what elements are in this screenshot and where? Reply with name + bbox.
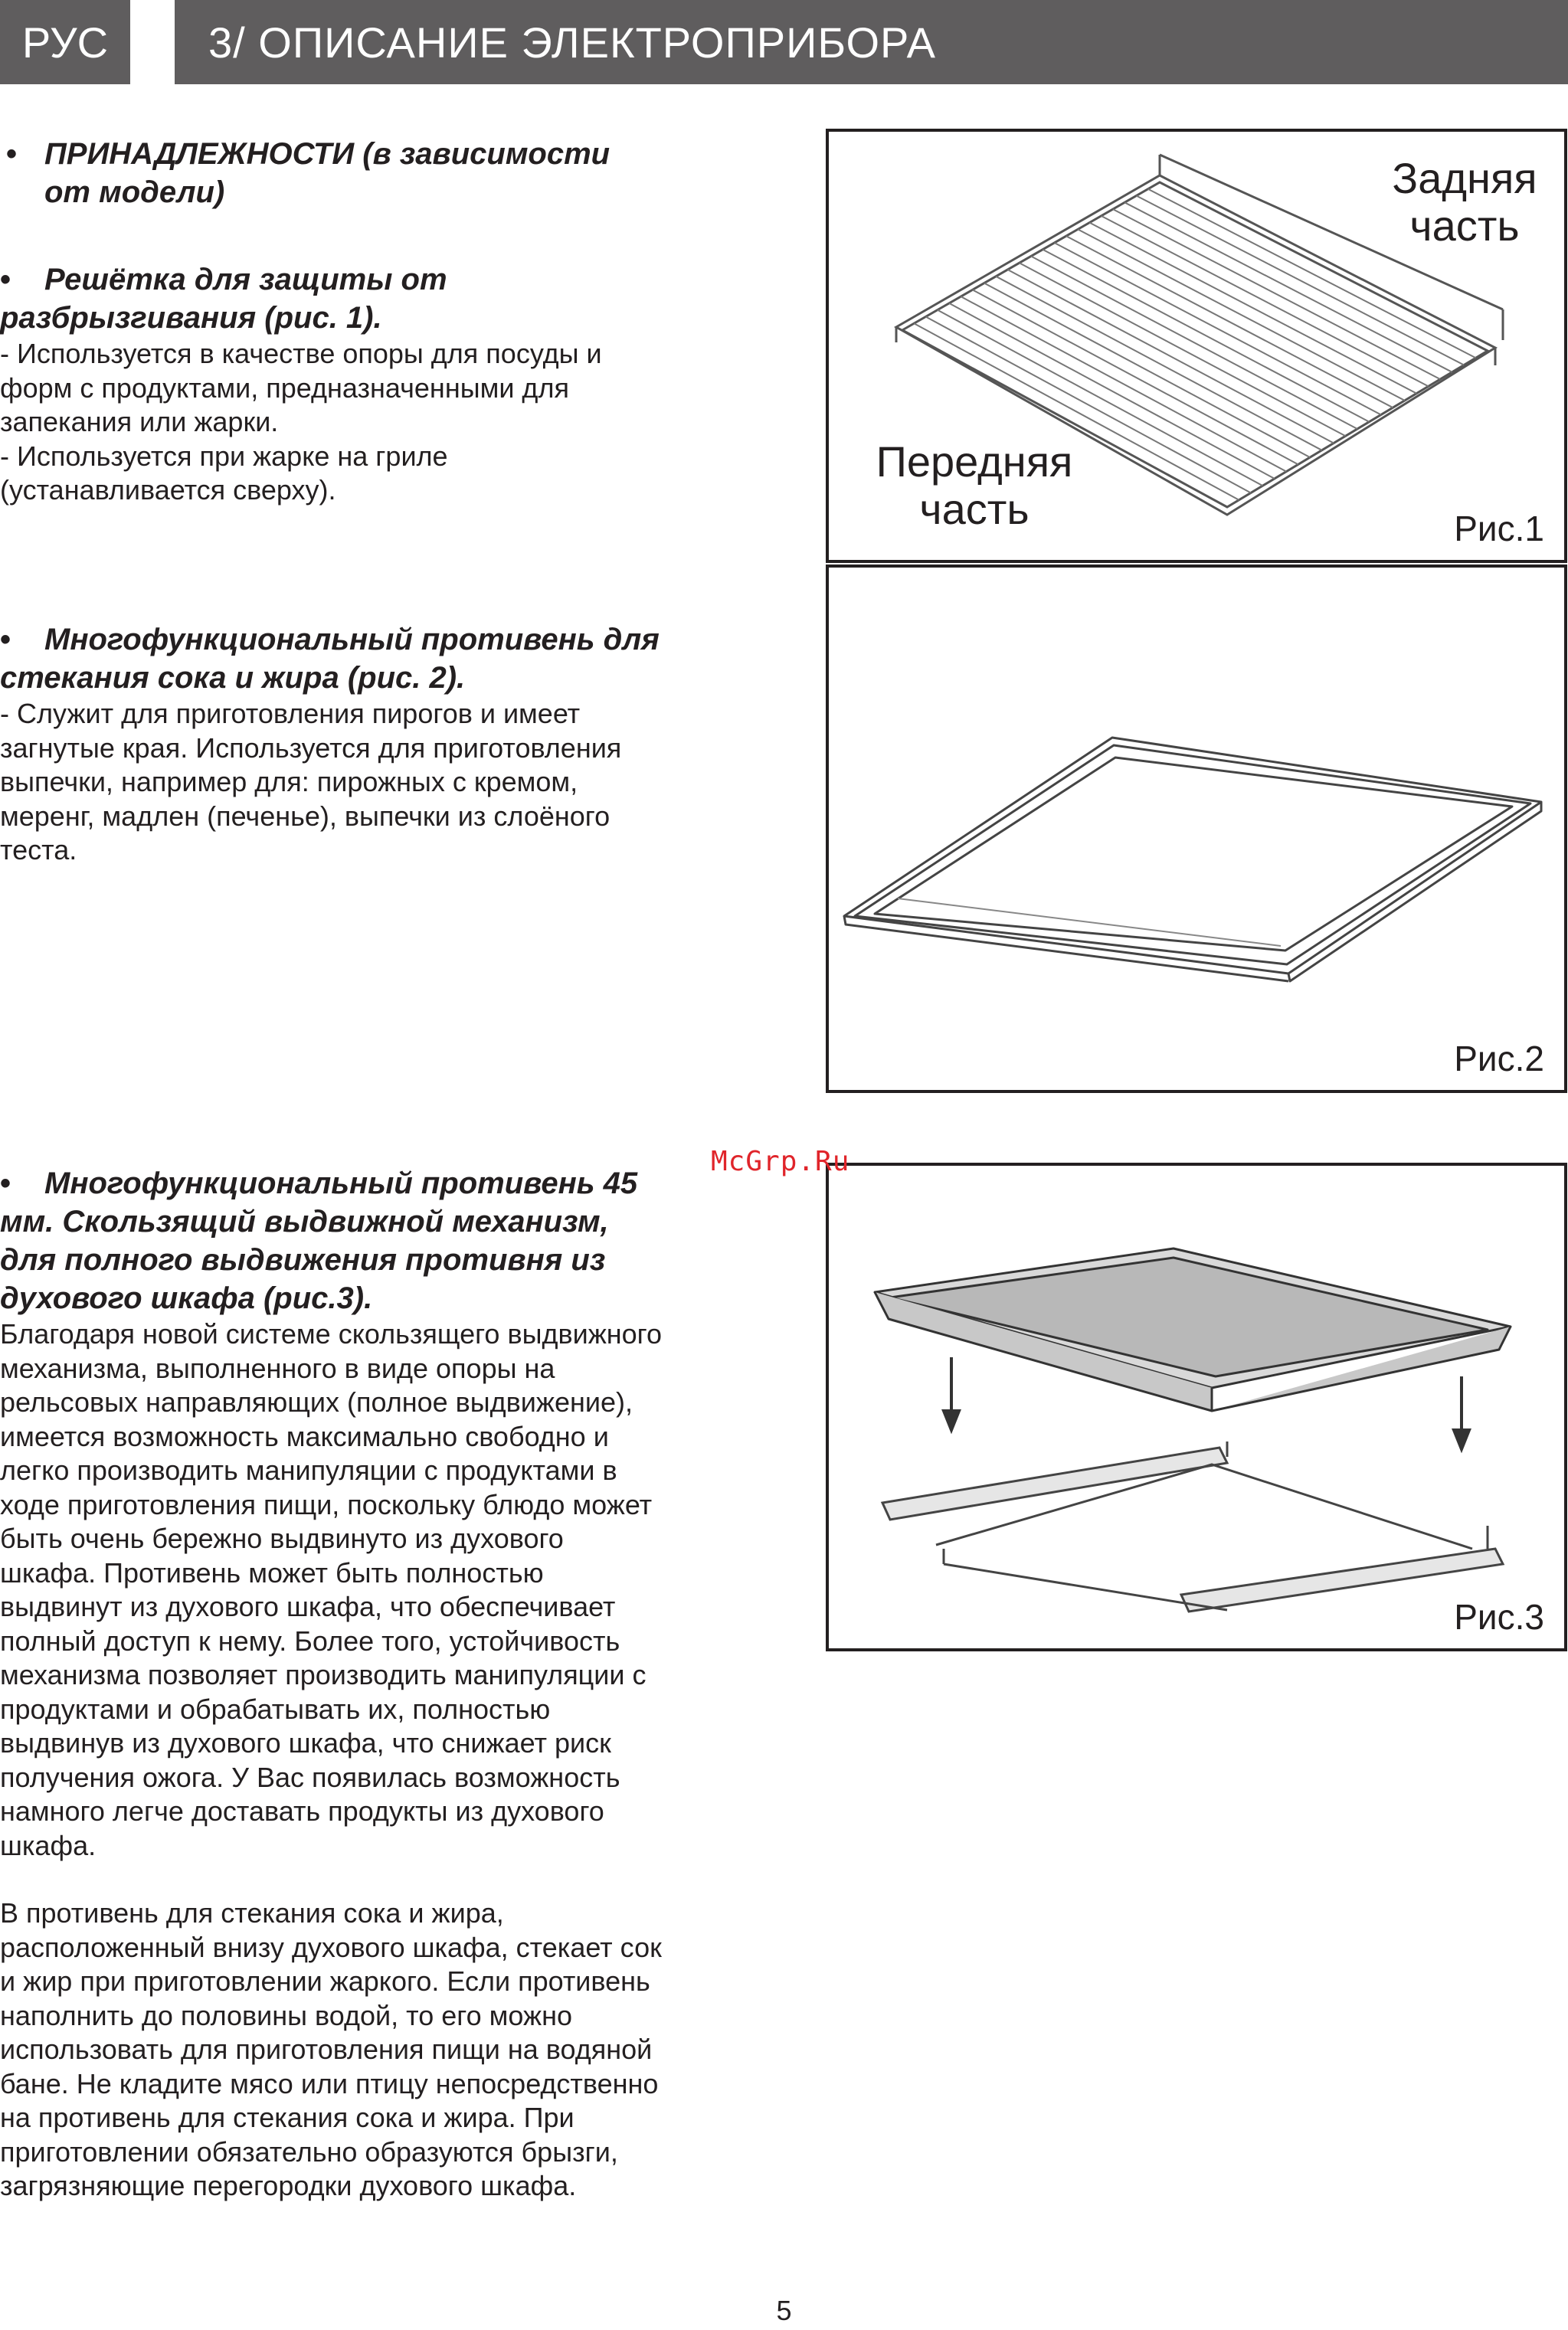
bullet-icon: • [0, 1167, 11, 1200]
figure-2-caption: Рис.2 [1454, 1039, 1544, 1078]
section3-body-2 [0, 1896, 758, 2204]
body-line: намного легче доставать продукты из духового [0, 1795, 604, 1827]
bullet-icon: • [0, 263, 11, 296]
label-back-part [1365, 155, 1564, 250]
body-line: быть очень бережно выдвинуто из духового [0, 1523, 564, 1554]
section-heading-line: духового шкафа (рис.3). [0, 1281, 373, 1315]
body-line: загнутые края. Используется для приготовления [0, 731, 622, 764]
body-line: получения ожога. У Вас появилась возможность [0, 1761, 620, 1793]
body-line: запекания или жарки. [0, 406, 279, 437]
body-line: и жир при приготовлении жаркого. Если противень [0, 1965, 650, 1997]
figure-1-caption: Рис.1 [1454, 509, 1544, 548]
label-front-part [852, 438, 1097, 533]
body-line: имеется возможность максимально свободно и [0, 1420, 609, 1452]
body-line: шкафа. [0, 1829, 97, 1861]
body-line: теста. [0, 834, 77, 866]
figure-2-drip-tray [826, 565, 1567, 1093]
body-line: наполнить до половины водой, то его можно [0, 1999, 572, 2031]
body-line: легко производить манипуляции с продуктами в [0, 1455, 617, 1486]
rack-wire [1055, 243, 1381, 415]
body-line: шкафа. Противень может быть полностью [0, 1556, 544, 1589]
body-line: приготовлении обязательно образуются брызги, [0, 2135, 618, 2168]
body-line: В противень для стекания сока и жира, [0, 1897, 504, 1929]
rack-wire [1043, 250, 1369, 422]
body-line: механизма позволяет производить манипуляции с [0, 1659, 647, 1690]
body-line: продуктами и обрабатывать их, полностью [0, 1693, 551, 1725]
rack-wire [1020, 263, 1346, 436]
watermark: McGrp.Ru [711, 1146, 850, 1177]
drip-tray-illustration [829, 568, 1568, 1096]
body-line: на противень для стекания сока и жира. При [0, 2102, 574, 2133]
body-line: выдвинут из духового шкафа, что обеспечивает [0, 1591, 616, 1622]
section-drip-tray [0, 620, 758, 868]
figure-1-wire-rack [826, 129, 1567, 563]
section-heading-line: Многофункциональный противень 45 [44, 1167, 638, 1200]
bullet-icon: • [0, 623, 11, 656]
rack-wire [996, 277, 1321, 450]
body-line: - Служит для приготовления пирогов и имеет [0, 698, 581, 729]
body-line: выдвинув из духового шкафа, что снижает риск [0, 1727, 611, 1759]
figure-3-caption: Рис.3 [1454, 1597, 1544, 1637]
body-line: полный доступ к нему. Более того, устойчивость [0, 1625, 620, 1657]
section-heading-line: для полного выдвижения противня из [0, 1243, 606, 1277]
body-line: ходе приготовления пищи, поскольку блюдо может [0, 1488, 653, 1520]
accessories-heading-line: от модели) [44, 175, 225, 209]
rack-wire [1031, 257, 1357, 430]
page-number: 5 [776, 2295, 792, 2326]
figure-3-sliding-tray [826, 1163, 1567, 1651]
body-line: рельсовых направляющих (полное выдвижение), [0, 1386, 633, 1418]
body-line: Благодаря новой системе скользящего выдвижного [0, 1318, 663, 1350]
accessories-heading [0, 135, 758, 211]
section-title: 3/ ОПИСАНИЕ ЭЛЕКТРОПРИБОРА [208, 18, 936, 67]
body-line: - Используется в качестве опоры для посуды и [0, 338, 602, 369]
body-line: расположенный внизу духового шкафа, стекает сок [0, 1931, 662, 1963]
section-heading-line: разбрызгивания (рис. 1). [0, 301, 382, 335]
body-line: бане. Не кладите мясо или птицу непосредственно [0, 2067, 659, 2099]
section-rack [0, 260, 758, 508]
label-back-line: Задняя [1392, 154, 1537, 202]
section-heading-line: мм. Скользящий выдвижной механизм, [0, 1205, 609, 1239]
section-heading-line: Многофункциональный противень для [44, 623, 660, 656]
body-line: меренг, мадлен (печенье), выпечки из слоёного [0, 800, 611, 832]
label-front-line: Передняя [876, 437, 1073, 486]
language-label: РУС [21, 18, 109, 67]
section-heading-line: стекания сока и жира (рис. 2). [0, 661, 466, 695]
section-title-bar [175, 0, 1568, 84]
accessories-heading-line: ПРИНАДЛЕЖНОСТИ (в зависимости [44, 137, 611, 171]
section-sliding-tray [0, 1164, 758, 2204]
bullet-icon: • [6, 137, 18, 171]
body-line: - Используется при жарке на гриле [0, 440, 448, 472]
label-back-line: часть [1409, 201, 1520, 250]
body-line: загрязняющие перегородки духового шкафа. [0, 2170, 577, 2201]
rack-wire [1078, 229, 1405, 400]
rack-wire [984, 283, 1310, 458]
section3-body [0, 1317, 758, 1863]
rack-wire [1066, 236, 1393, 407]
body-line: использовать для приготовления пищи на водяной [0, 2034, 653, 2065]
body-line: выпечки, например для: пирожных с кремом, [0, 766, 578, 797]
body-line: механизма, выполненного в виде опоры на [0, 1352, 555, 1384]
sliding-tray-illustration [829, 1166, 1568, 1654]
body-line: (устанавливается сверху). [0, 474, 336, 506]
language-badge [0, 0, 130, 84]
section-heading-line: Решётка для защиты от [44, 263, 447, 296]
label-front-line: часть [919, 485, 1030, 533]
body-line: форм с продуктами, предназначенными для [0, 371, 569, 404]
